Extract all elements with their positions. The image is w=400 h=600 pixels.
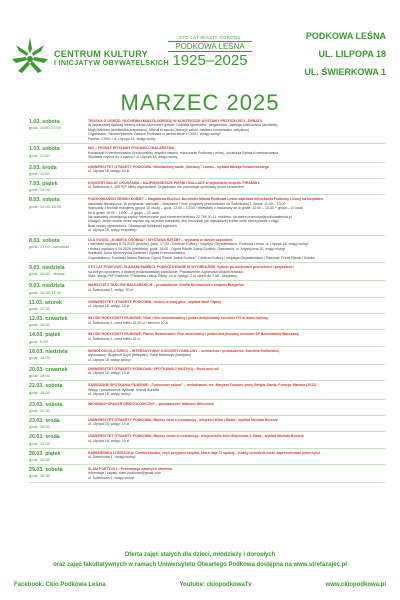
event-hours: godz. 11:00-17:00 — [29, 125, 61, 131]
event-row — [29, 416, 385, 432]
page-title: MARZEC 2025 — [120, 90, 280, 115]
event-description — [88, 146, 385, 159]
event-detail-line: Warsztaty z technik malujemy (grupa 10 osób) – godz. 12:00 – 13:30 / Warsztaty z malowany se w grafie: 12:00 – 13:30 + grupa – 10 osób — [88, 206, 304, 211]
event-description — [88, 467, 385, 480]
event-detail-line: Organizator: Stowarzyszenie Zawsze Podkowa w partnerstwie z CKiIO. Wstęp wolny! — [88, 132, 221, 137]
event-title: STO LAT PODKOWY. ŚLADAMI PAMIĘCI, PODRÓŻOWANIE W WYOBRAŹNIĘ. Spacer po miejscach przeszłości i przyszłości — [88, 265, 294, 270]
event-row — [29, 449, 385, 465]
footer-line-1: Oferta zajęć stałych dla dzieci, młodzieży i dorosłych — [124, 552, 276, 558]
event-title: NIO – FINISAŻ WYSTAWY RYSUNKU I MALARSTWA — [88, 146, 175, 151]
event-detail-line: Wystawa czynna do 1 marca / ul. Lilpopa 18, wstęp wolny — [88, 155, 178, 160]
event-description — [88, 119, 385, 141]
event-detail-line: ul. Świerkowa 1, WSTĘP bilety wyprzedane; Organizator nie przewiduje sprzedaży przed koncertem! — [88, 185, 245, 190]
event-description — [88, 181, 385, 190]
event-description — [88, 402, 385, 406]
event-hours: godz. 9.00 — [29, 338, 48, 344]
event-row — [29, 314, 385, 330]
event-description — [88, 265, 385, 278]
facebook-link[interactable]: Facebook: Ckio Podkowa Leśna — [14, 582, 106, 588]
leaf-logo-icon — [8, 33, 52, 77]
event-description — [88, 197, 385, 233]
event-row — [29, 365, 385, 381]
event-row — [29, 400, 385, 416]
event-date-block — [29, 165, 88, 176]
event-detail-line: • wernisaż wystawy 8.03.2025 (sobota), godz. 17:00 - Centrum Kultury i Inicjatyw Obywatelskich, Podkowa Leśna, ul. Lilpopa 18, wstęp wolny! — [88, 242, 309, 247]
event-detail-line: ul. Świerkowa 1, wstęp wolny! — [88, 475, 135, 480]
event-title: TROSKA O OGRÓD. RUCHEWKI MIASTA OGRODU W KONTEKŚCIE WYSTAWY PRZYSZŁOŚCI - DEBATA — [88, 119, 263, 123]
event-date-block — [29, 146, 88, 157]
event-date: 22.03. sobota — [29, 383, 63, 390]
event-description — [88, 165, 385, 174]
address-city: PODKOWA LEŚNA — [305, 31, 386, 41]
event-hours: godz. 18.00 — [29, 424, 50, 430]
events-list — [29, 117, 385, 483]
event-description — [88, 434, 385, 443]
event-date-block — [29, 402, 88, 413]
event-detail-line: Start: stacja PKP Brwinów / Podkowa Leśna. Bilety: 10 zł. Wstęp: 2 zł, dzieci do 7 lat - bezpłatny — [88, 274, 237, 279]
event-date: 14.03. piątek — [29, 332, 61, 339]
event-title: UNIWERSYTET OTWARTY PODKOWA: Uwierz w swój głos - wykład Marii Ołpiny — [88, 299, 222, 304]
footer-links — [14, 582, 386, 588]
event-detail-line: ul. Lilpopa 18, wstęp: 10 zł — [88, 304, 130, 309]
footer — [0, 550, 400, 570]
event-row — [29, 465, 385, 483]
event-detail-line: • finisaż wystawy 6.04.2025 (niedziela), godz. 16:00 - Ogród Rzeźb Juana Soriano, Owczarnia, ul. Artystyczna 20, wstęp wolny! — [88, 246, 286, 251]
event-hours: godz. 10.00 — [29, 456, 50, 462]
event-hours: godz. 12.00 — [29, 306, 50, 312]
event-row — [29, 298, 385, 314]
event-date: 8.03. sobota — [29, 237, 60, 244]
event-date-block — [29, 367, 88, 378]
event-hours: godz. 10.00-16.00 — [29, 203, 62, 209]
event-detail-line: Organizatorzy: Fundacja Marka Rabsza 'Ogród Rzeźb Juana Soriano', Centrum Kultury i Inicjatyw Obywatelskich / Patronat: Portal Rynek i Sztuka — [88, 255, 315, 260]
anniversary-top: STO LAT MIASTA OGRODU — [179, 35, 241, 40]
event-detail-line: ul. Lilpopa 18, wstęp: 10 zł — [88, 371, 130, 376]
event-date: 28.03. piątek — [29, 450, 61, 457]
event-detail-line: Uwaga!: Jeden osoba może zapisać się na jedne warsztaty, aby umożliwić jak największej liczbie osób skorzystanie z zajęć. — [88, 219, 281, 224]
event-hours: godz. 15.00-17.00 — [29, 289, 62, 295]
event-detail-line: Partner: CKiIO / ul. Lilpopa 18, wstęp wolny — [88, 136, 156, 141]
event-date-block — [29, 181, 88, 192]
event-date: 23.03. sobota — [29, 401, 63, 408]
event-hours: godz. 18:00 — [29, 187, 50, 193]
event-detail-line: warsztaty tematyczne. W programie: warsztat – Bezpłatne / Inne programy przedszkolne na Świerkowej 1, Bozia: 11:00 – 13:00 — [88, 201, 286, 206]
event-detail-line: ul. Lilpopa 18, wstęp wolny! — [88, 357, 131, 362]
event-detail-line: ul. Lilpopa 18, wstęp: 10 zł — [88, 422, 130, 427]
address-street-1: UL. LILPOPA 18 — [318, 49, 386, 59]
event-description — [88, 367, 385, 376]
event-title: UNIWERSYTET OTWARTY PODKOWA: Między zwem a resistancją - wiejsnerskie kino Wojciecha J. Hasa - wykład Michała Burszty — [88, 434, 304, 439]
event-date: 11.03. wtorek — [29, 299, 62, 306]
event-date: 9.03. niedziela — [29, 265, 65, 272]
event-description — [88, 238, 385, 260]
event-detail-line: wykonawcy: Wojciech Szytt (fortepian), Rafał Mekeszyk (fortepian) — [88, 353, 192, 358]
event-title: MŁODE HORYZONTY FILMOWE: Vika! / film dokumentalny / pokaz dedykowany uczniom PO w domu kultury — [88, 316, 269, 321]
event-detail-line: ul. Świerkowa 1, wstęp: 30 zł — [88, 287, 133, 292]
event-date-block — [29, 197, 88, 208]
event-detail-line: ul. Świerkowa 1, cena biletu 15 zł — [88, 336, 140, 341]
event-hours: godz. 12.00 — [29, 440, 50, 446]
event-title: UNIWERSYTET OTWARTY PODKOWA: SPOTKANIA Z MUZYKĄ – Rock and roll — [88, 367, 220, 372]
event-date: 23.03. środa — [29, 417, 60, 424]
event-detail-line: Brak miejsc ograniczona. Obowiązuje kolejność zgłoszeń. — [88, 223, 178, 228]
event-row — [29, 144, 385, 162]
event-detail-line: Na warsztaty obowiązują zapisy: telefonicznie pod numerem telefonu 22 759 20 11, mailowo: na adres promocja@podkowalesna.pl — [88, 215, 292, 220]
event-hours: godz. 18.00 — [29, 389, 50, 395]
event-title: UNIWERSYTET OTWARTY PODKOWA: Między ziem a resistancją - wiejskiej Wina i Stuka - wykład Michała Burszty — [88, 417, 278, 422]
event-date-block — [29, 265, 88, 276]
event-title: SLAM POETYCKI – Prezentacja własnych utworów — [88, 466, 173, 471]
event-date-block — [29, 283, 88, 294]
event-date-block — [29, 434, 88, 445]
event-title: WIOSENNY SPACER ORNITOLOGICZNY – prowadzenie: Mateusz Wieczorek — [88, 401, 215, 406]
event-date-block — [29, 316, 88, 327]
address-block — [304, 27, 386, 81]
event-hours: godz. 11:00 — [29, 170, 50, 176]
event-date-block — [29, 349, 88, 360]
event-row — [29, 281, 385, 297]
event-description — [88, 316, 385, 325]
event-detail-line: ul. Świerkowa 1 / wstęp wolny! — [88, 455, 136, 460]
event-detail-line: Wstęp / prowadzenie dyskusji: Michał Burszta — [88, 387, 159, 392]
event-description — [88, 300, 385, 309]
event-date-block — [29, 238, 88, 249]
anniversary-name: PODKOWA LEŚNA — [168, 41, 252, 52]
event-date: 29.03. sobota — [29, 466, 63, 473]
event-date: 8.03. sobota — [29, 197, 60, 204]
event-title: MONOLOGI DLA DZIECI – INTERAKTYWNY KONCERT FAMILIJNY – scenariusz i prowadzenie: Karolina Kotkiewicz, — [88, 348, 280, 353]
event-hours: godz. 16.00 — [29, 473, 50, 479]
event-detail-line: Maja Mäkinka (architektka krajobrazu), Michał Krasucki (historyk sztuki, działacz konserwator zabytków) — [88, 127, 250, 132]
event-date: 12.03. czwartek — [29, 316, 68, 323]
event-detail-line: Kurlandzki Krzemieniowska Grzybowskiej, artystki malarki, mieszkanki Podkowy Leśnej - kuratorka Sylwia Krzemianowska — [88, 150, 279, 155]
event-detail-line: bo w grafie 15:00 – 16:00 – 2 grupy – 10 osób — [88, 210, 160, 215]
event-row — [29, 432, 385, 448]
event-row — [29, 163, 385, 179]
youtube-link[interactable]: Youtube: ckiopodkowaTv — [179, 582, 252, 588]
event-row — [29, 117, 385, 144]
event-date-block — [29, 451, 88, 462]
event-row — [29, 347, 385, 365]
event-hours: godz. 18.00 — [29, 322, 50, 328]
logo-text — [54, 50, 169, 67]
event-title: KONCERT BULAT OKUDŻAWA – NAJPIĘKNIEJSZE PIEŚNI I BALLADY w wykonaniu zespołu PIRAMIDY. — [88, 180, 261, 185]
event-description — [88, 332, 385, 341]
event-description — [88, 283, 385, 292]
event-row — [29, 236, 385, 263]
event-detail-line: Informacje i zapisy: slam.podkowa@gmail.com — [88, 471, 161, 476]
logo-line-2: I INICJATYW OBYWATELSKICH — [54, 57, 170, 67]
event-detail-line: ul. Świerkowa 1, cena biletu 15,00 zł / seniorzi 10 zł — [88, 320, 168, 325]
event-title: PODKOWIAŃSKI ŻEŃSKI KOBIET – Magdalena Eichhof, Burmistrz Miasta Podkowa Leśna zaprasza mieszkanki Podkowy Leśnej na bezpłatne — [88, 197, 324, 202]
event-date: 1.03. sobota — [29, 119, 60, 125]
event-date: 7.03. piątek — [29, 180, 58, 187]
event-date: 20.03. czwartek — [29, 367, 68, 374]
event-row — [29, 195, 385, 236]
event-title: ULA GOOGL „KOBIETA OSOBNA” / WYSTAWA RZEŹBY – wystawa w dwóch częściach: — [88, 237, 234, 242]
event-title: SĄSIEDZKIE SPOTKANIA FILMOWE: „Turkusowe sukna” – melodramat, reż. Maryam Touzani, prod. Belgia, Dania, Francja, Maroko (2022) — [88, 383, 317, 388]
event-title: KAWIARENKA LITERACKA: Comfort books, czyli przyjaźni książka, która daje Ci spokój... Każdy uczestnik może zaprezentować jeden tytuł — [88, 450, 320, 455]
footer-line-2: oraz zajęć fakultatywnych w ramach Uniwersytetu Otwartego Podkowa dostępna na www.strefazajec.pl — [53, 562, 347, 568]
event-description — [88, 451, 385, 460]
event-description — [88, 349, 385, 362]
event-hours: godz. 17:00 - wernisaż — [29, 244, 70, 250]
event-date: 26.03. środa — [29, 434, 60, 441]
event-date-block — [29, 332, 88, 343]
event-row — [29, 330, 385, 346]
event-detail-line: na którym opowiemy o dawnej podkowiańskiej zabudowie. Prowadzenie: Agnieszka Wojciechowska. — [88, 269, 244, 274]
event-date: 16.03. niedziela — [29, 348, 68, 355]
event-date-block — [29, 467, 88, 478]
event-hours: godz. 16:00 - finisaż — [29, 271, 65, 277]
event-detail-line: ul. Lilpopa 18, wstęp wolny! — [88, 392, 131, 397]
event-row — [29, 179, 385, 195]
event-detail-line: W zaplanowej dyskusji wezmą udział zaproszeni goście: Ludwika Ignatowicz, Iangdrectes, Jadwiga Maćkowska (architekt), — [88, 123, 279, 128]
event-detail-line: ul. Lilpopa 18, wstęp: 10 zł — [88, 169, 130, 174]
event-date-block — [29, 300, 88, 311]
event-date-block — [29, 418, 88, 429]
event-date-block — [29, 119, 88, 130]
anniversary-badge — [168, 35, 252, 68]
logo-line-1: CENTRUM KULTURY — [54, 49, 148, 59]
address-street-2: UL. ŚWIERKOWA 1 — [304, 67, 386, 77]
header — [0, 0, 400, 84]
event-detail-line: ul. Lilpopa 18, wstęp: 10 zł — [88, 438, 130, 443]
event-description — [88, 418, 385, 427]
website-link[interactable]: www.ckiopodkowa.pl — [325, 582, 386, 588]
event-date: 2.03. środa — [29, 164, 57, 171]
event-hours: godz. 18.00 — [29, 354, 50, 360]
event-date: 9.03. niedziela — [29, 283, 65, 290]
event-hours: godz. 10.00 — [29, 407, 50, 413]
event-hours: godz. 18:00 — [29, 373, 50, 379]
event-title: MŁODE HORYZONTY FILMOWE: Flaneś Bezsensów / Film animowany / pokaz dedykowany uczniom SP Bolestawów Warszawy — [88, 332, 299, 337]
event-row — [29, 381, 385, 399]
anniversary-years: 1925–2025 — [172, 52, 248, 69]
event-detail-line: ul. Lilpopa 18, wstęp bezpłatny! — [88, 228, 137, 233]
event-date: 1.03. sobota — [29, 146, 60, 153]
event-detail-line: Kuratorki: Anna Niemczycka-Gettfried i Sylwia Krzemianowska. — [88, 251, 186, 256]
event-hours: godz. 11:00 — [29, 152, 50, 158]
event-description — [88, 383, 385, 396]
event-date-block — [29, 383, 88, 394]
event-title: WARSZTATY TAŃCÓW BAŁKAŃSKICH – prowadzenie: Emilia Nieznańska z zespołu Bułgarica — [88, 283, 244, 288]
event-row — [29, 263, 385, 281]
event-title: UNIWERSYTET OTWARTY PODKOWA: Niewiadomy świat „Bociany” Lamus - wykład Marzęa Kosanewskiego — [88, 164, 270, 169]
